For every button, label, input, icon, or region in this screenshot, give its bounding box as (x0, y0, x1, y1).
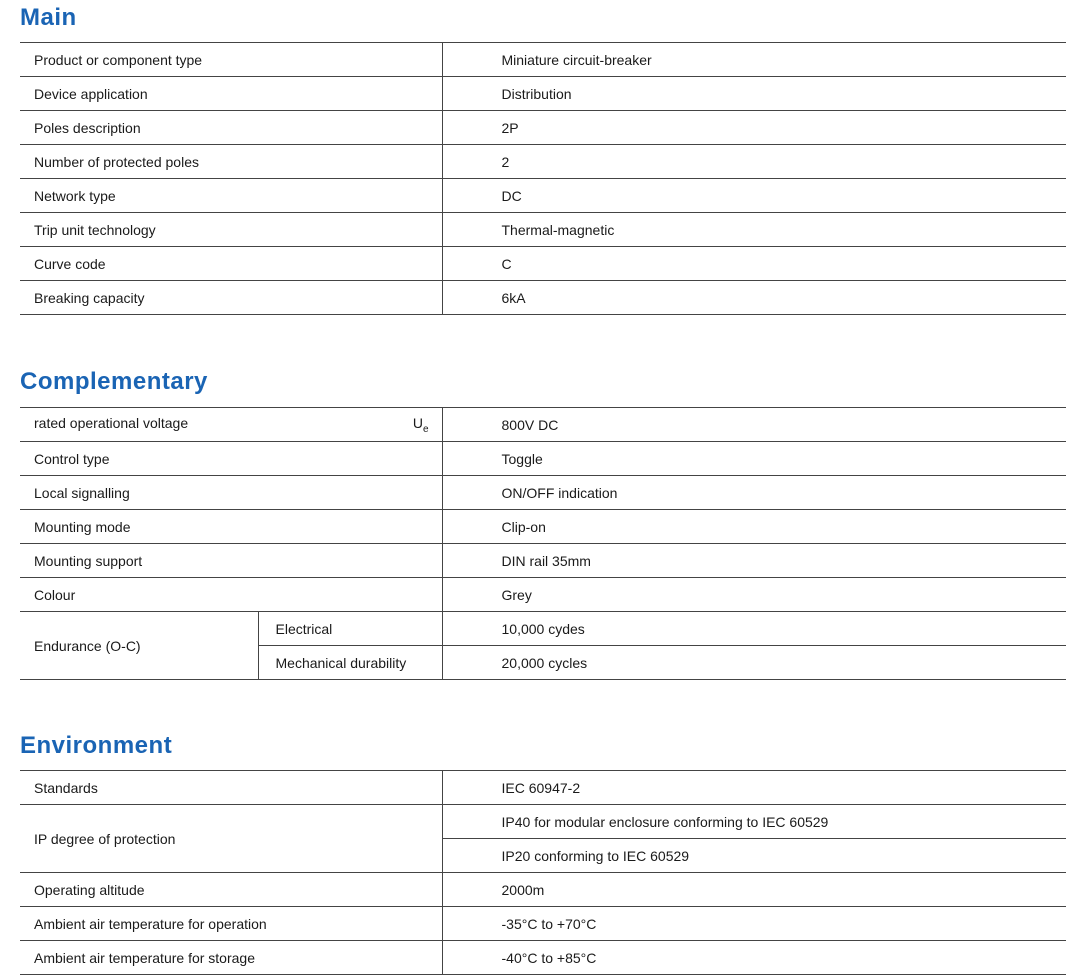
table-row (20, 179, 1066, 213)
table-row (20, 247, 1066, 281)
spec-label: Poles description (20, 111, 442, 145)
table-row (20, 213, 1066, 247)
spec-value: ON/OFF indication (442, 476, 1066, 510)
spec-label: Product or component type (20, 43, 442, 77)
spec-value: DIN rail 35mm (442, 544, 1066, 578)
table-row (20, 442, 1066, 476)
spec-value: C (442, 247, 1066, 281)
endurance-mechanical-value: 20,000 cycles (442, 646, 1066, 680)
spec-value: 2 (442, 145, 1066, 179)
environment-spec-table (20, 770, 1066, 975)
spec-label: Operating altitude (20, 873, 442, 907)
table-row (20, 510, 1066, 544)
spec-label: Ambient air temperature for operation (20, 907, 442, 941)
spec-label: Mounting mode (20, 510, 442, 544)
spec-label: Breaking capacity (20, 281, 442, 315)
spec-label: Mounting support (20, 544, 442, 578)
spec-value: 2000m (442, 873, 1066, 907)
voltage-label: rated operational voltage (34, 414, 189, 431)
complementary-spec-table (20, 407, 1066, 680)
voltage-symbol: $U_e$ (412, 414, 429, 435)
table-row (20, 578, 1066, 612)
table-row (20, 907, 1066, 941)
table-row (20, 77, 1066, 111)
spec-label: Colour (20, 578, 442, 612)
spec-value: 2P (442, 111, 1066, 145)
spec-label: Control type (20, 442, 442, 476)
spec-value: IEC 60947-2 (442, 771, 1066, 805)
spec-value: IP20 conforming to IEC 60529 (442, 839, 1066, 873)
spec-label: IP degree of protection (20, 805, 442, 873)
table-row (20, 145, 1066, 179)
spec-value: IP40 for modular enclosure conforming to IEC 60529 (442, 805, 1066, 839)
spec-label: Network type (20, 179, 442, 213)
spec-value: Grey (442, 578, 1066, 612)
spec-value: DC (442, 179, 1066, 213)
table-row (20, 544, 1066, 578)
spec-value: Thermal-magnetic (442, 213, 1066, 247)
table-row (20, 805, 1066, 839)
main-spec-table (20, 42, 1066, 315)
table-row (20, 408, 1066, 442)
section-title-main: Main (20, 4, 77, 31)
spec-value: Toggle (442, 442, 1066, 476)
endurance-electrical-label: Electrical (258, 612, 442, 646)
spec-label: Standards (20, 771, 442, 805)
spec-label: Ambient air temperature for storage (20, 941, 442, 975)
endurance-mechanical-label: Mechanical durability (258, 646, 442, 680)
table-row (20, 612, 1066, 646)
spec-value: Miniature circuit-breaker (442, 43, 1066, 77)
endurance-label: Endurance (O-C) (20, 612, 258, 680)
table-row (20, 873, 1066, 907)
spec-value: -35°C to +70°C (442, 907, 1066, 941)
endurance-electrical-value: 10,000 cydes (442, 612, 1066, 646)
section-title-environment: Environment (20, 732, 173, 759)
spec-value: -40°C to +85°C (442, 941, 1066, 975)
spec-label: Trip unit technology (20, 213, 442, 247)
spec-value: Distribution (442, 77, 1066, 111)
spec-label: Number of protected poles (20, 145, 442, 179)
section-title-complementary: Complementary (20, 368, 208, 395)
table-row (20, 111, 1066, 145)
spec-label: Curve code (20, 247, 442, 281)
table-row (20, 771, 1066, 805)
table-row (20, 43, 1066, 77)
spec-label: Device application (20, 77, 442, 111)
spec-value: 6kA (442, 281, 1066, 315)
spec-label: Local signalling (20, 476, 442, 510)
spec-value: Clip-on (442, 510, 1066, 544)
table-row (20, 476, 1066, 510)
spec-label (20, 408, 442, 442)
spec-value: 800V DC (442, 408, 1066, 442)
table-row (20, 941, 1066, 975)
table-row (20, 281, 1066, 315)
